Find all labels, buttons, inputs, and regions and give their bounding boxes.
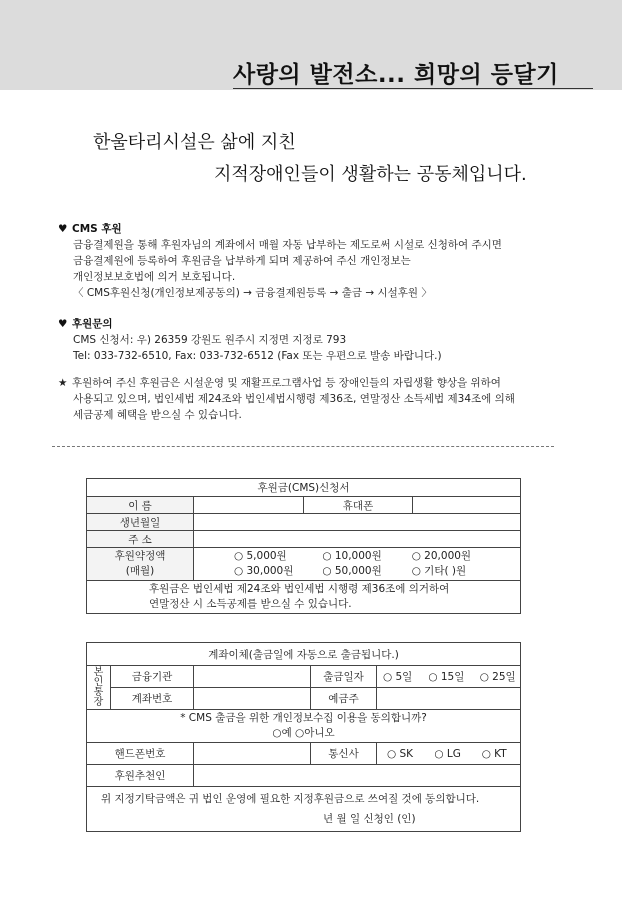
intro-line-1: 한울타리시설은 삶에 지친 [93, 132, 296, 153]
tax-note-line: 연말정산 시 소득공제를 받으실 수 있습니다. [149, 598, 352, 610]
amount-option[interactable]: ○ 30,000원 [234, 565, 294, 577]
address-label: 주 소 [87, 531, 194, 548]
cms-line: 개인정보보호법에 의거 보호됩니다. [73, 271, 236, 283]
title-underline [233, 88, 593, 89]
form-title: 계좌이체(출금일에 자동으로 출금됩니다.) [87, 643, 521, 666]
amount-label-sub: (매월) [125, 565, 155, 577]
birth-field[interactable] [194, 514, 521, 531]
signature-line[interactable]: 년 월 일 신청인 (인) [323, 813, 416, 825]
account-label: 계좌번호 [111, 688, 194, 710]
form-title: 후원금(CMS)신청서 [87, 479, 521, 497]
holder-field[interactable] [377, 688, 521, 710]
tax-section [58, 375, 515, 423]
account-field[interactable] [194, 688, 311, 710]
amount-label-main: 후원약정액 [114, 550, 166, 562]
intro-line-2: 지적장애인들이 생활하는 공동체입니다. [214, 164, 527, 185]
page-title: 사랑의 발전소... 희망의 등달기 [233, 62, 559, 88]
star-icon: ★ [58, 377, 68, 389]
bank-label: 금융기관 [111, 666, 194, 688]
cms-line: 금융결제원을 통해 후원자님의 계좌에서 매월 자동 납부하는 제도로써 시설로 신청하여 주시면 [73, 239, 502, 251]
cut-line [52, 446, 554, 447]
carrier-options [377, 743, 521, 765]
cms-application-form [86, 478, 521, 614]
tax-line: 세금공제 혜택을 받으실 수 있습니다. [73, 409, 242, 421]
inquiry-section [58, 316, 442, 364]
referrer-label: 후원추천인 [87, 765, 194, 787]
date-option[interactable]: ○ 15일 [428, 671, 465, 683]
date-option[interactable]: ○ 5일 [383, 671, 413, 683]
amount-option[interactable]: ○ 기타( )원 [411, 565, 467, 577]
withdraw-date-label: 출금일자 [311, 666, 377, 688]
amount-options [194, 548, 521, 581]
heart-icon: ♥ [58, 318, 68, 330]
phone-field[interactable] [413, 497, 521, 514]
date-option[interactable]: ○ 25일 [479, 671, 516, 683]
agreement-row [87, 787, 521, 832]
tax-line: 사용되고 있으며, 법인세법 제24조와 법인세법시행령 제36조, 연말정산 소득세법 제34조에 의해 [73, 393, 515, 405]
name-field[interactable] [194, 497, 304, 514]
phone-label: 휴대폰 [304, 497, 413, 514]
cms-heading: CMS 후원 [72, 223, 122, 235]
own-account-label: 본 인 통 장 [87, 666, 111, 710]
name-label: 이 름 [87, 497, 194, 514]
amount-label [87, 548, 194, 581]
heart-icon: ♥ [58, 223, 68, 235]
cms-line: 〈 CMS후원신청(개인정보제공동의) → 금융결제원등록 → 출금 → 시설후원 〉 [73, 287, 432, 299]
bank-field[interactable] [194, 666, 311, 688]
inquiry-line: CMS 신청서: 우) 26359 강원도 원주시 지정면 지정로 793 [73, 334, 347, 346]
consent-question: * CMS 출금을 위한 개인정보수집 이용을 동의합니까? [180, 712, 427, 724]
inquiry-line: Tel: 033-732-6510, Fax: 033-732-6512 (Fax 또는 우편으로 발송 바랍니다.) [73, 350, 442, 362]
mobile-label: 핸드폰번호 [87, 743, 194, 765]
account-transfer-form [86, 642, 521, 832]
amount-option[interactable]: ○ 20,000원 [411, 550, 472, 562]
carrier-option[interactable]: ○ KT [481, 747, 507, 760]
birth-label: 생년월일 [87, 514, 194, 531]
cms-section [58, 221, 502, 301]
tax-note [87, 581, 521, 614]
amount-option[interactable]: ○ 5,000원 [234, 550, 287, 562]
amount-option[interactable]: ○ 50,000원 [322, 565, 382, 577]
carrier-label: 통신사 [311, 743, 377, 765]
inquiry-heading: 후원문의 [72, 318, 113, 330]
address-field[interactable] [194, 531, 521, 548]
consent-options[interactable]: ○예 ○아니오 [272, 727, 335, 739]
carrier-option[interactable]: ○ LG [434, 747, 461, 760]
tax-note-line: 후원금은 법인세법 제24조와 법인세법 시행령 제36조에 의거하여 [149, 583, 450, 595]
withdraw-date-options [377, 666, 521, 688]
referrer-field[interactable] [194, 765, 521, 787]
carrier-option[interactable]: ○ SK [387, 747, 414, 760]
holder-label: 예금주 [311, 688, 377, 710]
agreement-text: 위 지정기탁금액은 귀 법인 운영에 필요한 지정후원금으로 쓰여질 것에 동의합니다. [101, 793, 480, 805]
consent-row [87, 710, 521, 743]
tax-line: 후원하여 주신 후원금은 시설운영 및 재활프로그램사업 등 장애인들의 자립생활 향상을 위하여 [72, 377, 501, 389]
amount-option[interactable]: ○ 10,000원 [322, 550, 382, 562]
mobile-field[interactable] [194, 743, 311, 765]
cms-line: 금융결제원에 등록하여 후원금을 납부하게 되며 제공하여 주신 개인정보는 [73, 255, 411, 267]
